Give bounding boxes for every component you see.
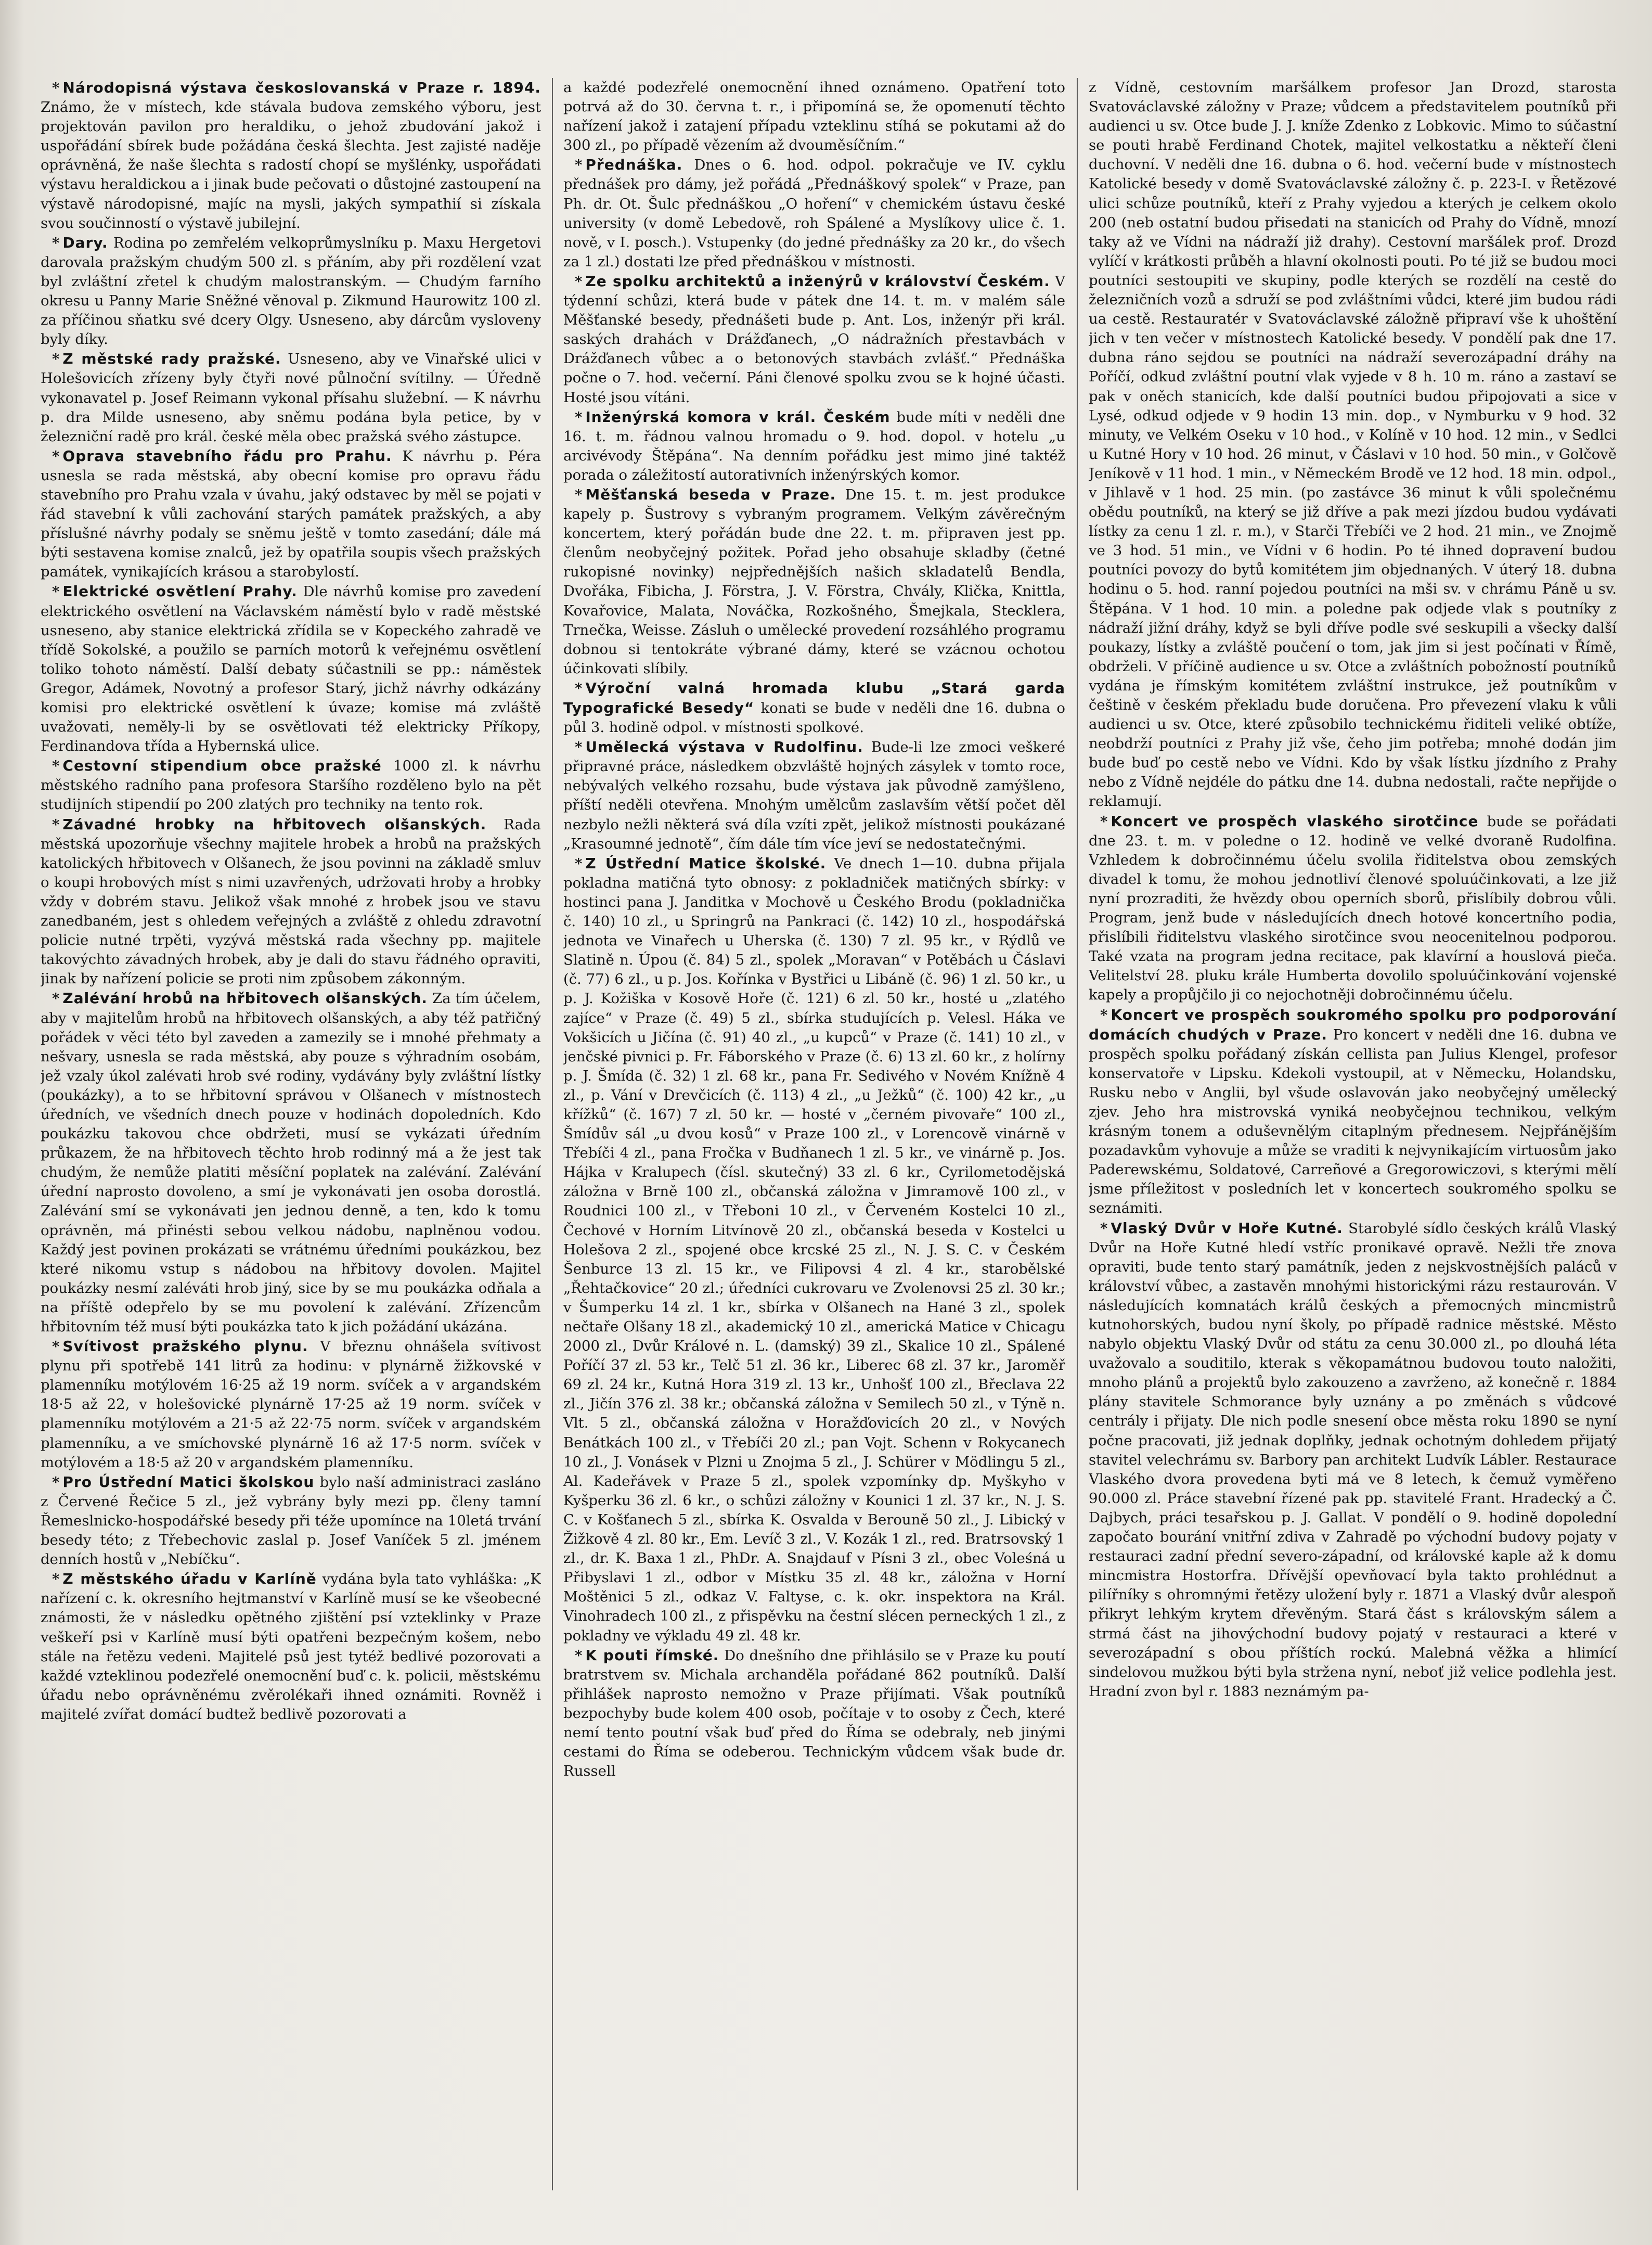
news-item bbox=[563, 737, 1065, 854]
news-item bbox=[563, 678, 1065, 737]
news-text: z Vídně, cestovním maršálkem profesor Jan Drozd, starosta Svatováclavské záložny v Praze; vůdcem a představitelem poutníků při audienci u sv. Otce bude J. J. kníže Zdenko z Lobkovic. Mimo to súčastní se pouti hrabě Ferdinand Chotek, majitel velkostatku a někteří členi duchovní. V neděli dne 16. dubna o 6. hod. večerní bude v místnostech Katolické besedy v domě Svatováclavské záložny č. p. 223-I. v Řetězové ulici schůze poutníků, kteří z Prahy vyjedou a kterých je celkem okolo 200 (neb ostatní budou přisedati na stanicích od Prahy do Vídně, mnozí taky až ve Vídni na nádraží již drahy). Cestovní maršálek prof. Drozd vylíčí v krátkosti průběh a hlavní okolnosti pouti. Po té již se budou moci poutníci sestoupiti ve skupiny, podle kterých se rozdělí na cestě do železničních vozů a sdruží se pod zvláštními vůdci, které jim budou rádi ua cestě. Restauratér v Svatováclavské záložně připraví vše k uhoštění jich v ten večer v místnostech Katolické besedy. V pondělí pak dne 17. dubna ráno sejdou se poutníci na nádraží severozápadní dráhy na Poříčí, odkud zvláštní poutní vlak vyjede v 8 h. 10 m. ráno a zastaví se pak v oněch stanicích, kde další poutníci budou připojovati a sice v Lysé, odkud odjede v 9 hodin 13 min. dop., v Nymburku v 9 hod. 32 minuty, ve Velkém Oseku v 10 hod., v Kolíně v 10 hod. 12 min., v Sedlci u Kutné Hory v 10 hod. 26 minut, v Čáslavi v 10 hod. 50 min., v Golčově Jeníkově v 11 hod. 1 min., v Německém Brodě ve 12 hod. 18 min. odpol., v Jihlavě v 1 hod. 25 min. (po zastávce 36 minut k vůli společnému obědu poutníků, na který se již dříve a pak mezi jízdou budou vydávati lístky za cenu 1 zl. r. m.), v Starči Třebíči ve 2 hod. 21 min., ve Znojmě ve 3 hod. 51 min., ve Vídni v 6 hodin. Po té ihned dopravení budou poutníci povozy do bytů komitétem jim objednaných. V úterý 18. dubna hodinu o 5. hod. ranní pojedou poutníci na mši sv. v chrámu Páně u sv. Štěpána. V 1 hod. 10 min. a poledne pak odjede vlak s poutníky z nádraží jižní dráhy, když se byli dříve podle své seskupili a všecky další poukazy, lístky a zvláště poučení o tom, jak jim si jest počínati v Římě, obdrželi. V příčině audience u sv. Otce a zvláštních pobožností poutníků vydána je římským komitétem zvláštní instrukce, jež poutníkům v češtině v českém překladu bude doručena. Pro převezení vlaku k vůli audienci u sv. Otce, které způsobilo technickému řiditeli veliké obtíže, neobdrží poutníci z Prahy již vše, čeho jim potřeba; mnohé dodán jim bude buď po cestě nebo ve Vídni. Kdo by však lístku jízdního z Prahy nebo z Vídně nejdéle do pátku dne 14. dubna nedostali, račte nepřijde o reklamují. bbox=[1089, 79, 1617, 810]
news-item bbox=[41, 349, 541, 446]
news-heading: Výroční valná hromada klubu „Stará garda Typografické Besedy“ bbox=[563, 679, 1065, 716]
news-text: Rodina po zemřelém velkoprůmyslníku p. Maxu Hergetovi darovala pražským chudým 500 zl. s přáním, aby při rozdělení vzat byl zvláštní zřetel k chudým malostranským. — Chudým farního okresu u Panny Marie Sněžné věnoval p. Zikmund Haurowitz 100 zl. za příčinou sňatku své dcery Olgy. Usneseno, aby dárcům vysloveny byly díky. bbox=[41, 234, 541, 348]
item-marker: * bbox=[1100, 1006, 1108, 1023]
item-marker: * bbox=[575, 408, 583, 426]
item-marker: * bbox=[52, 447, 60, 465]
news-text: Dle návrhů komise pro zavedení elektrického osvětlení na Václavském náměstí bylo v radě městské usneseno, aby stanice elektrická zřídila se v Kopeckého zahradě ve třídě Sokolské, a použilo se parních motorů k veřejnému osvětlení toliko tohoto náměstí. Další debaty súčastnili se pp.: náměstek Gregor, Adámek, Novotný a profesor Starý, jichž návrhy odkázány komisi pro elektrické osvětlení k úvaze; komise má zvláště uvažovati, neměly-li by se osvětlovati též elektricky Příkopy, Ferdinandova třída a Hybernská ulice. bbox=[41, 583, 541, 755]
news-text: vydána byla tato vyhláška: „K nařízení c. k. okresního hejtmanství v Karlíně musí se ke všeobecné známosti, že v následku opětného zjištění psí vzteklinky v Praze veškeří psi v Karlíně musí býti opatřeni bezpečným košem, nebo stále na řetězu vedeni. Majitelé psů jest tytéž bedlivé pozorovati a každé vzteklinou podezřelé onemocnění buď c. k. policii, městskému úřadu nebo oprávněnému zvěrolékaři ihned oznámiti. Rovněž i majitelé zvířat domácí budtež bedlivě pozorovati a bbox=[41, 1571, 541, 1723]
news-item bbox=[41, 989, 541, 1337]
news-heading: Z městského úřadu v Karlíně bbox=[62, 1570, 317, 1588]
item-marker: * bbox=[575, 1647, 583, 1664]
news-item bbox=[41, 582, 541, 756]
item-marker: * bbox=[52, 758, 60, 775]
news-item bbox=[41, 756, 541, 814]
column-left bbox=[41, 78, 541, 2211]
news-item bbox=[563, 407, 1065, 485]
news-text: konati se bude v neděli dne 16. dubna o půl 3. hodině odpol. v místnosti spolkové. bbox=[563, 700, 1065, 736]
item-marker: * bbox=[1100, 813, 1108, 830]
news-heading: Národopisná výstava českoslovanská v Praze r. 1894. bbox=[62, 79, 541, 96]
news-text: Za tím účelem, aby v majitelům hrobů na hřbitovech olšanských, a aby též patřičný pořádek v věci této byl zaveden a zamezily se i mnohé přehmaty a nešvary, usnesla se rada městská, aby pouze s výhradním osobám, jež vzaly úkol zalévati hrob své rodiny, vydávány byly zvláštní lístky (poukázky), a to se hřbitovní správou v Olšanech v místnostech úředních, ve všedních dnech pouze v hodinách dopoledních. Kdo poukázku takovou chce obdržeti, musí se vykázati úředním průkazem, že na hřbitovech těchto hrob rodinný má a že jest tak chudým, že nemůže platiti měsíční poplatek na zalévání. Zalévání úřední naprosto dovoleno, a smí je vykonávati jen osoba dorostlá. Zalévání smí se vykonávati jen jednou denně, a ten, kdo k tomu oprávněn, má přinésti sebou velkou nádobu, naplněnou vodou. Každý jest povinen prokázati se vrátnému úředními poukázkou, bez které nikomu vstup s nádobou na hřbitovy dovolen. Majitel poukázky nesmí zaléváti hrob jiný, sice by se mu poukázka odňala a na příště odepřelo by se mu povolení k zalévání. Zřízencům hřbitovním též musí býti poukázka tato k jich požádání ukázána. bbox=[41, 990, 541, 1335]
text-columns bbox=[41, 78, 1622, 2211]
item-marker: * bbox=[52, 80, 60, 96]
news-item bbox=[41, 78, 541, 233]
item-marker: * bbox=[52, 234, 60, 251]
news-heading: Inženýrská komora v král. Českém bbox=[585, 408, 890, 426]
news-item bbox=[563, 272, 1065, 407]
news-heading: Dary. bbox=[62, 234, 108, 251]
news-heading: Ze spolku architektů a inženýrů v království Českém. bbox=[585, 272, 1050, 290]
column-right bbox=[1089, 78, 1617, 2211]
news-text: V březnu ohnášela svítivost plynu při spotřebě 141 litrů za hodinu: v plynárně žižkovské v plamenníku motýlovém 16·25 až 19 norm. svíček a v argandském 18·5 až 22, v holešovické plynárně 17·25 až 19 norm. svíček v plamenníku motýlovém a 21·5 až 22·75 norm. svíček v argandském plamenníku, a ve smíchovské plynárně 16 až 17·5 norm. svíček v motýlovém a 18·5 až 20 v argandském plamenníku. bbox=[41, 1338, 541, 1471]
news-item bbox=[1089, 1005, 1617, 1218]
item-marker: * bbox=[52, 1473, 60, 1491]
news-text: a každé podezřelé onemocnění ihned oznámeno. Opatření toto potrvá až do 30. června t. r., i připomíná se, že opomenutí těchto nařízení jakož i zatajení případu vzteklinu stíhá se pokutami až do 300 zl., po případě vězením až dvouměsíčním.“ bbox=[563, 79, 1065, 154]
item-marker: * bbox=[575, 157, 583, 174]
news-heading: Měšťanská beseda v Praze. bbox=[585, 485, 836, 503]
news-item bbox=[563, 78, 1065, 155]
news-text: V týdenní schůzi, která bude v pátek dne 14. t. m. v malém sále Měšťanské besedy, přednášeti bude p. Ant. Los, inženýr při král. saských drahách v Drážďanech, „O nádražních přestavbách v Drážďanech vůbec a o betonových stavbách zvlášť.“ Přednáška počne o 7. hod. večerní. Páni členové spolku zvou se k hojné účasti. Hosté jsou vítáni. bbox=[563, 273, 1065, 406]
item-marker: * bbox=[52, 1571, 60, 1588]
news-heading: Cestovní stipendium obce pražské bbox=[62, 757, 382, 775]
news-item bbox=[563, 854, 1065, 1646]
item-marker: * bbox=[52, 351, 60, 368]
news-item bbox=[1089, 1218, 1617, 1701]
news-text: 1000 zl. k návrhu městského radního pana profesora Staršího rozděleno bylo na pět studijních stipendií po 200 zlatých pro techniky na tento rok. bbox=[41, 758, 541, 813]
news-heading: Přednáška. bbox=[585, 156, 683, 174]
news-text: bylo naší administraci zasláno z Červené Řečice 5 zl., jež vybrány byly mezi pp. členy tamní Řemeslnicko-hospodářské besedy při téže upomínce na 10letá trvání besedy této; z Třebechovic zaslal p. Josef Vaníček 5 zl. jménem denních hostů v „Nebíčku“. bbox=[41, 1473, 541, 1568]
news-item bbox=[563, 485, 1065, 678]
news-text: Pro koncert v neděli dne 16. dubna ve prospěch spolku pořádaný získán cellista pan Julius Klengel, profesor konservatoře v Lipsku. Kdekoli vystoupil, at v Německu, Holandsku, Rusku nebo v Anglii, byl všude oslavován jako neobyčejný umělecký zjev. Jeho hra mistrovská vyniká neobyčejnou technikou, velkým krásným tonem a oduševnělým citaplným přednesem. Nejpřánějším pozadavkům vyhovuje a může se vraditi k nejvynikajícím virtuosům jako Paderewskému, Soldatové, Carreñové a Gregorowiczovi, s kterými mělí jsme příležitost v posledních let v koncertech soukromého spolku se seznámiti. bbox=[1089, 1026, 1617, 1217]
item-marker: * bbox=[575, 679, 583, 697]
news-heading: K pouti římské. bbox=[585, 1646, 719, 1664]
news-text: Dne 15. t. m. jest produkce kapely p. Šustrovy s vybraným programem. Velkým závěrečným koncertem, který pořádán bude dne 22. t. m. připraven jest pp. členům neobyčejný požitek. Pořad jeho obsahuje skladby (četné rukopisné novinky) nejpřednějších našich skladatelů Bendla, Dvořáka, Fibicha, J. Förstra, J. V. Förstra, Chvály, Klička, Knittla, Kovařovice, Malata, Nováčka, Rozkošného, Šmejkala, Stecklera, Trnečka, Weisse. Zásluh o umělecké provedení rozsáhlého programu dobnou si tentokráte výbrané dámy, které se vzácnou ochotou účinkovati slíbily. bbox=[563, 486, 1065, 677]
news-heading: Koncert ve prospěch soukromého spolku pro podporování domácích chudých v Praze. bbox=[1089, 1006, 1617, 1043]
news-heading: Svítivost pražského plynu. bbox=[62, 1338, 308, 1355]
news-item bbox=[563, 155, 1065, 272]
news-text: Dnes o 6. hod. odpol. pokračuje ve IV. cyklu přednášek pro dámy, jež pořádá „Přednáškový spolek“ v Praze, pan Ph. dr. Ot. Šulc přednáškou „O hoření“ v chemickém ústavu české university (v domě Lebedově, roh Spálené a Myslíkovy ulice č. 1. nově, v I. posch.). Vstupenky (do jedné přednášky za 20 kr., do všech za 1 zl.) dostati lze před přednáškou v místnosti. bbox=[563, 157, 1065, 270]
item-marker: * bbox=[575, 273, 583, 290]
news-text: Starobylé sídlo českých králů Vlaský Dvůr na Hoře Kutné hledí vstříc pronikavé opravě. Nežli tře znova opraviti, bude tento starý památník, jeden z nejskvostnějších paláců v království vůbec, a zastavěn mnohými historickými rázu restaurován. V následujících komnatách králů českých a přemocných mincmistrů kutnohorských, budou nyní školy, po případě radnice městské. Město nabylo objektu Vlaský Dvůr od státu za cenu 30.000 zl., po dlouhá léta uvažovalo a souditilo, kterak s věkopamátnou budovou touto naložiti, mnoho plánů a projektů bylo zakouzeno a zavrženo, až konečně r. 1884 plány stavitele Schmorance byly uznány a po změnách s vůdcové centrály i přijaty. Dle nich podle snesení obce města roku 1890 se nyní počne pracovati, již jednak doplňky, jednak ochotným dohledem přijatý stavitel velechrámu sv. Barbory pan architekt Ludvík Lábler. Restaurace Vlaského dvora provedena byti má ve 8 letech, k čemuž vyměřeno 90.000 zl. Práce stavební řízené pak pp. stavitelé Frant. Hradecký a Č. Dajbych, práci tesařskou p. J. Gallat. V pondělí o 9. hodině dopolední započato bourání vnitřní zdiva v Zahradě po východní budovy pojaty v restauraci zadní přední severo-západní, od královské kaple až k domu mincmistra Hostorfra. Dřívější opevňovací byla takto prohlédnut a pilířníky s ohromnými řetězy uložení byly r. 1871 a Vlaský dvůr alespoň přikryt lehkým krytem dřevěným. Stará část s královským sálem a strmá část na jihovýchodní budovy pojatý v restauraci a které v severozápadní s obou příštích rockú. Malebná věžka a hlimící sindelovou mužkou býti byla stržena nyní, neboť již velice podlehla jest. Hradní zvon byl r. 1883 neznámým pa- bbox=[1089, 1220, 1617, 1700]
item-marker: * bbox=[52, 990, 60, 1007]
item-marker: * bbox=[575, 739, 583, 756]
scan-edge bbox=[0, 0, 24, 2245]
news-item bbox=[41, 233, 541, 350]
news-heading: Umělecká výstava v Rudolfinu. bbox=[585, 738, 863, 756]
news-heading: Oprava stavebního řádu pro Prahu. bbox=[62, 447, 392, 465]
news-heading: Koncert ve prospěch vlaského sirotčince bbox=[1111, 812, 1479, 830]
news-text: bude se pořádati dne 23. t. m. v poledne o 12. hodině ve velké dvoraně Rudolfina. Vzhledem k dobročinnému účelu svolila řiditelstva obou zemských divadel k tomu, že mohou jednotliví členové spoluúčinkovati, a lze již nyní prozraditi, že hvězdy obou operních sborů, přislíbily dobrou vůli. Program, jenž bude v následujících dnech hotové koncertního podia, přislíbili řiditelstvu vlaského sirotčince svou neocenitelnou podporou. Také vzata na program jedna recitace, pak klavírní a houslová pieča. Velitelství 28. pluku krále Humberta dovolilo spoluúčinkování vojenské kapely a propůjčilo ji co nejochotněji dobročinnému účelu. bbox=[1089, 813, 1617, 1004]
news-text: Rada městská upozorňuje všechny majitele hrobek a hrobů na pražských katolických hřbitovech v Olšanech, že jsou povinni na základě smluv o koupi hrobových míst s nimi uzavřených, udržovati hroby a hrobky vždy v dobrém stavu. Jelikož však mnohé z hrobek jsou ve stavu zanedbaném, jest s ohledem veřejných a zvláště z ohledu zdravotní policie nutné trpěti, vyzývá městská rada všechny pp. majitele takovýchto závadných hrobek, aby je dali do stavu řádného opraviti, jinak by nařízení policie se proti nim způsobem zákonným. bbox=[41, 816, 541, 987]
news-text: Bude-li lze zmoci veškeré připravné práce, následkem obzvláště hojných zásylek v tomto roce, nebývalých velkého rozsahu, bude výstava jak původně zamýšleno, příští neděli otevřena. Mnohým umělcům zaslavším větší počet děl nezbylo nežli některá svá díla vzíti zpět, jelikož místnosti poukázané „Krasoumné jednotě“, čím dále tím více jeví se nedostatečnými. bbox=[563, 739, 1065, 852]
news-heading: Elektrické osvětlení Prahy. bbox=[62, 583, 298, 600]
news-item bbox=[563, 1646, 1065, 1781]
news-heading: Z městské rady pražské. bbox=[62, 350, 281, 368]
item-marker: * bbox=[575, 855, 583, 872]
news-item bbox=[41, 1569, 541, 1724]
news-heading: Pro Ústřední Matici školskou bbox=[62, 1473, 315, 1491]
news-heading: Závadné hrobky na hřbitovech olšanských. bbox=[62, 815, 487, 833]
news-item bbox=[41, 446, 541, 582]
news-text: Známo, že v místech, kde stávala budova zemského výboru, jest projektován pavilon pro heraldiku, o jehož zbudování jakož i uspořádání sbírek bude požádána česká šlechta. Jest zajisté naděje oprávněná, že naše šlechta s radostí chopí se myšlénky, uspořádati výstavu heraldickou a i jinak bude pečovati o důstojné zastoupení na výstavě národopisné, majíc na mysli, jakých sympathií si získala svou součinností o výstavě jubilejní. bbox=[41, 99, 541, 232]
column-middle bbox=[563, 78, 1065, 2211]
news-text: K návrhu p. Péra usnesla se rada městská, aby obecní komise pro opravu řádu stavebního pro Prahu vzala v úvahu, jaký odstavec by měl se pojati v řád stavební k vůli zachování starých památek pražských, a aby příslušné návrhy podaly se sněmu ještě v tomto zasedání; dále má býti sestavena komise znalců, jež by opatřila soupis všech pražských památek, vynikajících krásou a starobylostí. bbox=[41, 447, 541, 581]
news-item bbox=[1089, 78, 1617, 812]
news-text: Do dnešního dne přihlásilo se v Praze ku poutí bratrstvem sv. Michala archanděla pořádané 862 poutníků. Další přihlášek naprosto nemožno v Praze přijímati. Však poutníků bezpochyby bude kolem 400 osob, počítaje v to osoby z Čech, které nemí tento poutní však buď před do Říma se odebraly, neb jinými cestami do Říma se odeberou. Technickým vůdcem však bude dr. Russell bbox=[563, 1647, 1065, 1780]
news-heading: Z Ústřední Matice školské. bbox=[585, 854, 827, 872]
news-heading: Vlaský Dvůr v Hoře Kutné. bbox=[1111, 1219, 1343, 1237]
item-marker: * bbox=[52, 1338, 60, 1355]
news-item bbox=[41, 815, 541, 989]
news-item bbox=[41, 1472, 541, 1569]
news-text: Usneseno, aby ve Vinařské ulici v Holešovicích zřízeny byly čtyři nové půlnoční svítilny. — Úředně vykonavatel p. Josef Reimann vykonal přísahu služební. — K návrhu p. dra Milde usneseno, aby sněmu podána byla petice, by v železniční radě pro král. české měla obec pražská svého zástupce. bbox=[41, 351, 541, 445]
news-text: bude míti v neděli dne 16. t. m. řádnou valnou hromadu o 9. hod. dopol. v hotelu „u arcivévody Štěpána“. Na denním pořádku jest mimo jiné taktéž porada o záležitostí autorativních inženýrských komor. bbox=[563, 408, 1065, 483]
item-marker: * bbox=[1100, 1220, 1108, 1237]
news-item bbox=[1089, 812, 1617, 1005]
news-item bbox=[41, 1337, 541, 1472]
news-heading: Zalévání hrobů na hřbitovech olšanských. bbox=[62, 990, 428, 1007]
news-text: Ve dnech 1—10. dubna přijala pokladna matičná tyto obnosy: z pokladniček matičných sbírky: v hostinci pana J. Janditka v Mochově u Českého Brodu (pokladnička č. 140) 10 zl., u Springrů na Pankraci (č. 142) 10 zl., hospodářská jednota ve Vinařech u Uherska (č. 130) 7 zl. 95 kr., v Rýdlů ve Slatině n. Úpou (č. 84) 5 zl., spolek „Moravan“ v Potěbách u Čáslavi (č. 77) 6 zl., u p. Jos. Kořínka v Bystřici u Libáně (č. 96) 1 zl. 50 kr., u p. J. Kožiška v Kosově Hoře (č. 121) 6 zl. 50 kr., hosté u „zlatého zajíce“ v Praze (č. 49) 5 zl., sbírka studujících p. Velesl. Háka ve Vokšicích u Jičína (č. 91) 40 zl., „u kupců“ v Praze (č. 141) 10 zl., v jenčské pivnici p. Fr. Fáborského v Praze (č. 6) 13 zl. 60 kr., z holírny p. J. Šmída (č. 32) 1 zl. 68 kr., pana Fr. Sedivého v Novém Knížně 4 zl., p. Vání v Drevčicích (č. 113) 4 zl., „u Ježků“ (č. 100) 42 kr., „u křížků“ (č. 167) 7 zl. 50 kr. — hosté v „černém pivovaře“ 100 zl., Šmídův sál „u dvou kosů“ v Praze 100 zl., v Lorencově vinárně v Třebíči 4 zl., pana Fročka v Budňanech 1 zl. 5 kr., ve vinárně p. Jos. Hájka v Kralupech (čísl. skutečný) 33 zl. 6 kr., Cyrilometodějská záložna v Brně 100 zl., občanská záložna v Jimramově 100 zl., v Roudnici 100 zl., v Třeboni 10 zl., v Červeném Kostelci 10 zl., Čechové v Horním Litvínově 20 zl., občanská beseda v Kostelci u Holešova 2 zl., spojené obce krcské 25 zl., N. J. S. C. v Českém Šenburce 13 zl. 15 kr., ve Filipovsi 4 zl. 4 kr., starobělské „Řehtačkovice“ 20 zl.; úředníci cukrovaru ve Zvolenovsi 25 zl. 30 kr.; v Šumperku 14 zl. 1 kr., sbírka v Olšanech na Hané 3 zl., spolek nečtaře Olšany 18 zl., akademický 10 zl., americká Matice v Chicagu 2000 zl., Dvůr Králové n. L. (damský) 39 zl., Skalice 10 zl., Spálené Poříčí 37 zl. 53 kr., Telč 51 zl. 36 kr., Liberec 68 zl. 37 kr., Jaroměř 69 zl. 24 kr., Kutná Hora 319 zl. 13 kr., Unhošť 100 zl., Břeclava 22 zl., Jičín 376 zl. 38 kr.; občanská záložna v Semilech 50 zl., v Týně n. Vlt. 5 zl., občanská záložna v Horažďovicích 20 zl., v Nových Benátkách 100 zl., v Třebíči 20 zl.; pan Vojt. Schenn v Rokycanech 10 zl., J. Vonásek v Plzni u Znojma 5 zl., J. Schürer v Mödlingu 5 zl., Al. Kadeřávek v Praze 5 zl., spolek vzpomínky dp. Myškyho v Kyšperku 36 zl. 6 kr., o schůzi záložny v Kounici 1 zl. 37 kr., N. J. S. C. v Košťanech 5 zl., sbírka K. Osvalda v Berouně 50 zl., J. Libický v Žižkově 4 zl. 80 kr., Em. Levíč 3 zl., V. Kozák 1 zl., red. Bratrsovský 1 zl., dr. K. Baxa 1 zl., PhDr. A. Snajdauf v Písni 3 zl., obec Voleśná u Přibyslavi 1 zl., odbor v Místku 35 zl. 48 kr., záložna v Horní Moštěnici 5 zl., odkaz V. Faltyse, c. k. okr. inspektora na Král. Vinohradech 100 zl., z přispěvku na čestní slécen perneckých 1 zl., z pokladny ve výkladu 49 zl. 48 kr. bbox=[563, 855, 1065, 1644]
item-marker: * bbox=[52, 816, 60, 833]
item-marker: * bbox=[575, 486, 583, 503]
item-marker: * bbox=[52, 583, 60, 600]
